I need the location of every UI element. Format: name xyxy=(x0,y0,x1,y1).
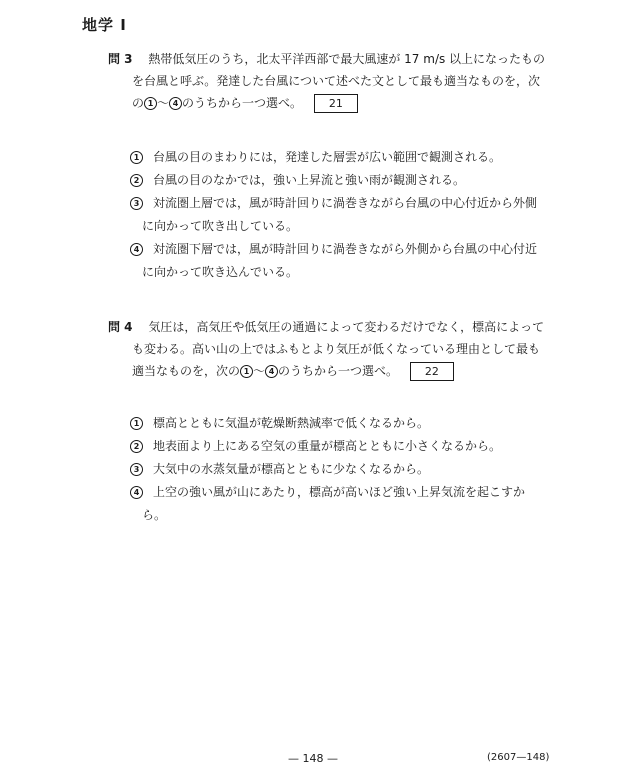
q4-option-3[interactable] xyxy=(130,458,550,481)
q4-option-4-text: 上空の強い風が山にあたり，標高が高いほど強い上昇気流を起こすか xyxy=(153,485,526,499)
q3-option-2-text: 台風の目のなかでは，強い上昇流と強い雨が観測される。 xyxy=(153,173,466,187)
q4-option-3-text: 大気中の水蒸気量が標高とともに少なくなるから。 xyxy=(153,462,430,476)
q3-option-4-text-cont: に向かって吹き込んでいる。 xyxy=(142,265,299,279)
q3-option-3[interactable] xyxy=(130,192,550,215)
q3-option-2[interactable] xyxy=(130,169,550,192)
circled-number-4-icon: 4 xyxy=(130,486,143,499)
question-3-text-line3a: の xyxy=(132,96,145,110)
answer-box-21[interactable]: 21 xyxy=(314,94,358,113)
q4-option-1[interactable] xyxy=(130,412,550,435)
question-4 xyxy=(108,316,548,382)
q3-option-4-text: 対流圏下層では，風が時計回りに渦巻きながら外側から台風の中心付近 xyxy=(153,242,538,256)
circled-number-1-icon: 1 xyxy=(144,97,157,110)
circled-number-4-icon: 4 xyxy=(169,97,182,110)
tilde: ～ xyxy=(157,96,170,110)
circled-number-2-icon: 2 xyxy=(130,174,143,187)
page-number: — 148 — xyxy=(288,752,338,765)
circled-number-1-icon: 1 xyxy=(130,417,143,430)
circled-number-3-icon: 3 xyxy=(130,197,143,210)
question-3-label: 問 3 xyxy=(108,52,133,66)
question-4-text-line3b: のうちから一つ選べ。 xyxy=(278,364,399,378)
question-3-text-line1: 熱帯低気圧のうち，北太平洋西部で最大風速が 17 m/s 以上になったもの xyxy=(148,52,546,66)
q3-option-3-text-cont: に向かって吹き出している。 xyxy=(142,219,299,233)
question-3 xyxy=(108,48,548,114)
circled-number-2-icon: 2 xyxy=(130,440,143,453)
q3-option-1-text: 台風の目のまわりには，発達した層雲が広い範囲で観測される。 xyxy=(153,150,502,164)
question-4-options xyxy=(130,412,550,527)
subject-heading: 地学 I xyxy=(82,16,127,34)
q4-option-4[interactable] xyxy=(130,481,550,504)
exam-code: (2607—148) xyxy=(487,752,550,763)
q3-option-1[interactable] xyxy=(130,146,550,169)
q3-option-3-text: 対流圏上層では，風が時計回りに渦巻きながら台風の中心付近から外側 xyxy=(153,196,538,210)
question-3-text-line2: を台風と呼ぶ。発達した台風について述べた文として最も適当なものを，次 xyxy=(132,74,541,88)
tilde: ～ xyxy=(253,364,266,378)
circled-number-4-icon: 4 xyxy=(130,243,143,256)
question-3-options xyxy=(130,146,550,284)
question-3-text-line3b: のうちから一つ選べ。 xyxy=(182,96,303,110)
circled-number-1-icon: 1 xyxy=(240,365,253,378)
q4-option-2[interactable] xyxy=(130,435,550,458)
answer-box-22[interactable]: 22 xyxy=(410,362,454,381)
circled-number-1-icon: 1 xyxy=(130,151,143,164)
question-4-label: 問 4 xyxy=(108,320,133,334)
question-4-text-line1: 気圧は，高気圧や低気圧の通過によって変わるだけでなく，標高によって xyxy=(148,320,545,334)
question-4-text-line3a: 適当なものを，次の xyxy=(132,364,241,378)
question-4-text-line2: も変わる。高い山の上ではふもとより気圧が低くなっている理由として最も xyxy=(132,342,541,356)
circled-number-4-icon: 4 xyxy=(265,365,278,378)
q4-option-1-text: 標高とともに気温が乾燥断熱減率で低くなるから。 xyxy=(153,416,430,430)
q4-option-4-text-cont: ら。 xyxy=(142,508,167,522)
q4-option-2-text: 地表面より上にある空気の重量が標高とともに小さくなるから。 xyxy=(153,439,502,453)
circled-number-3-icon: 3 xyxy=(130,463,143,476)
q3-option-4[interactable] xyxy=(130,238,550,261)
